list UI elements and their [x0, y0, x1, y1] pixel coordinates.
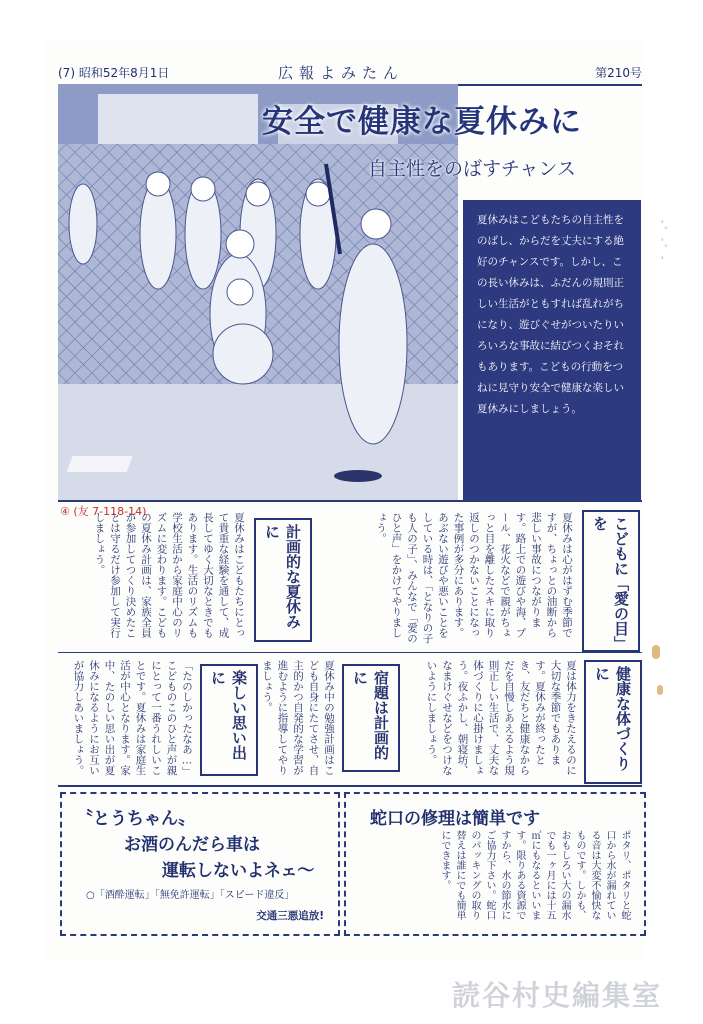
feature-subhead: 自主性をのばすチャンス [368, 158, 576, 180]
drunk-line-5: 交通三悪追放! [256, 910, 324, 922]
divider-top [58, 500, 642, 502]
body-shukudai: 夏休み中の勉強計画はこども自身にたてさせ、自主的かつ自発的な学習が進むように指導してやりましょう。 [261, 660, 335, 776]
newspaper-title: 広報よみたん [278, 64, 405, 82]
page-header [58, 62, 642, 86]
archive-watermark: 読谷村史編集室 [452, 979, 663, 1012]
baseball-photo [58, 84, 458, 500]
heading-tanoshii: 楽しい思い出に [200, 664, 258, 776]
pencil-note: ④ (友 7-118-14) [60, 505, 147, 518]
intro-text: 夏休みはこどもたちの自主性をのばし、からだを丈夫にする絶好のチャンスです。しかし、この長い休みは、ふだんの規則正しい生活がともすれば乱れがちになり、遊びぐせがついたりいろいろな事故に結びつくおそれもあります。こどもの行動をつねに見守り安全で健康な楽しい夏休みにしましょう。 [477, 214, 624, 415]
paper-stain [652, 645, 660, 659]
intro-box [463, 200, 641, 500]
paper-stain-small [657, 685, 663, 695]
divider-bottom [58, 785, 642, 787]
issue-date: (7) 昭和52年8月1日 [58, 66, 170, 80]
feature-headline: 安全で健康な夏休みに [262, 104, 582, 140]
faucet-title: 蛇口の修理は簡単です [370, 809, 540, 829]
body-tanoshii: 「たのしかったなあ…」こどものこのひと声が親にとって一番うれしいことです。夏休みは家庭生活が中心となります。家中、たのしい思い出が夏休みになるようにお互いが協力しあいましょう。 [72, 660, 193, 777]
drunk-driving-box [60, 792, 340, 936]
margin-marks: - 。 - 。 - [657, 220, 667, 260]
heading-kodomo: こどもに「愛の目」を [582, 510, 640, 652]
body-kodomo: 夏休みは心がはずむ季節ですが、ちょっとの油断から悲しい事故につながります。路上での遊びや海、プール、花火などで親がちょっと目を離したスキに取り返しのつかないことになった事例が多分にあります。あぶない遊びや悪いことをしている時は、「となりの子も人の子」、みんなで「愛のひと声」をかけてやりましょう。 [375, 512, 573, 644]
drunk-line-3: 運転しないよネェ〜 [162, 861, 315, 881]
faucet-body: ポタリ、ポタリと蛇口から水が漏れている音は大変不愉快なものです。しかも、おもしろい大の漏水でも一ヶ月には十五㎥にもなるといいます。限りある資源ですから、水の節水にご協力下さい。蛇口のパッキングの取り替えは誰にでも簡単にできます。 [439, 830, 630, 920]
drunk-line-2: お酒のんだら車は [124, 835, 260, 855]
heading-keikaku: 計画的な夏休みに [254, 518, 312, 642]
drunk-line-1: 〝とうちゃん〟 [76, 809, 195, 829]
body-kenko: 夏は体力をきたえるのに大切な季節でもあります。夏休みが終ったとき、友だちと健康なからだを自慢しあえるよう規則正しい生活で、丈夫な体づくりに心掛けましょう。夜ふかし、朝寝坊、なまけぐせなどをつけないようにしましょう。 [425, 660, 577, 776]
body-keikaku: 夏休みはこどもたちにとって貴重な経験を通して、成長してゆく大切なときでもあります。生活のリズムも学校生活から家庭中心のリズムに変わります。こどもの夏休み計画は、家族全員が参加してつくり決めたことは守るだけ参加して実行しましょう。 [93, 512, 245, 638]
divider-middle [58, 652, 642, 653]
issue-number: 第210号 [595, 66, 642, 80]
heading-kenko: 健康な体づくりに [584, 660, 642, 784]
heading-shukudai: 宿題は計画的に [342, 664, 400, 772]
faucet-box [344, 792, 646, 936]
drunk-line-4: ○「酒酔運転」「無免許運転」「スピード違反」 [86, 890, 295, 901]
